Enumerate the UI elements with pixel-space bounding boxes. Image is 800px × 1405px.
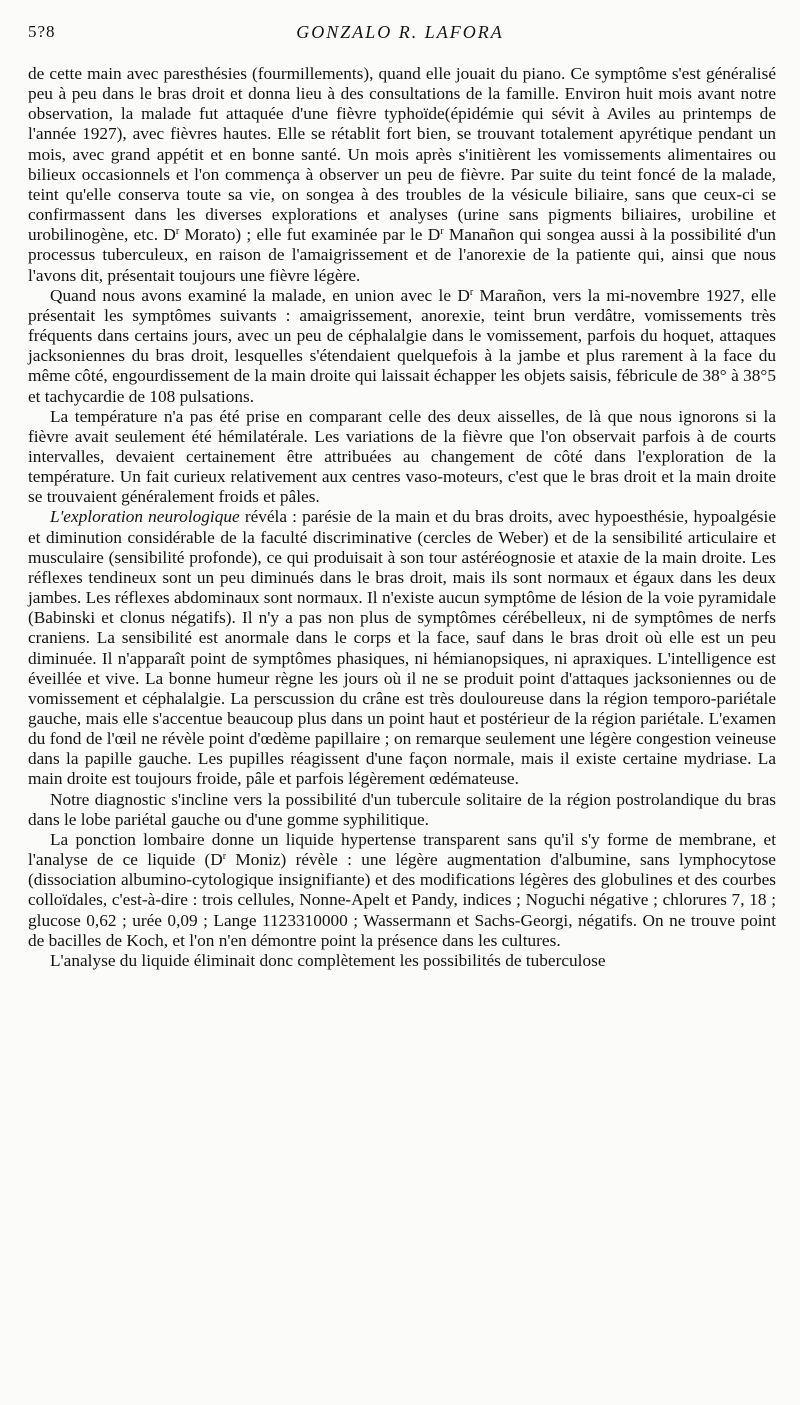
paragraph-analysis: L'analyse du liquide éliminait donc complètement les possibilités de tuberculose bbox=[50, 950, 606, 970]
paragraph-diagnosis: Notre diagnostic s'incline vers la possibilité d'un tubercule solitaire de la région postrolandique du bras dans le lobe pariétal gauche ou d'une gomme syphilitique. bbox=[28, 789, 776, 829]
paragraph-lumbar-puncture bbox=[28, 830, 776, 951]
paragraph-2-text-b: Marañon, vers la mi-novembre 1927, elle présentait les symptômes suivants : amaigrissement, anorexie, teint brun verdâtre, vomissements très fréquents dans certains jours, avec un peu de céphalalgie dans le vomissement, parfois du hoquet, attaques jacksoniennes du bras droit, lesquelles s'étendaient quelquefois à la jambe et plus rarement à la face du même côté, engourdissement de la main droite qui laissait échapper les objets saisis, fébricule de 38° à 38°5 et tachycardie de 108 pulsations. bbox=[28, 285, 777, 406]
italic-heading: L'exploration neurologique bbox=[50, 507, 240, 527]
doctor-abbrev-sup: r bbox=[175, 226, 180, 238]
running-title: GONZALO R. LAFORA bbox=[296, 22, 504, 42]
paragraph-symptoms bbox=[28, 286, 776, 407]
paragraph-1-text: de cette main avec paresthésies (fourmillements), quand elle jouait du piano. Ce symptôme s'est généralisé peu à peu dans le bras droit et donna lieu à des consultations de la famille. Environ huit mois avant notre observation, la malade fut attaquée d'une fièvre typhoïde(épidémie qui sévit à Aviles au printemps de l'année 1927), avec fièvres hautes. Elle se rétablit fort bien, se trouvant totalement apyrétique pendant un mois, avec grand appétit et en bonne santé. Un mois après s'initièrent les vomissements alimentaires ou bilieux occasionnels et l'on commença à observer un peu de fièvre. Par suite du teint foncé de la malade, teint qu'elle conserva toute sa vie, on songea à des troubles de la vésicule biliaire, sans que ceux-ci se confirmassent dans les diverses explorations et analyses (urine sans pigments biliaires, urobiline et urobilinogène, etc. D bbox=[28, 64, 776, 245]
doctor-abbrev-sup: r bbox=[222, 851, 227, 863]
paragraph-4-text: révéla : parésie de la main et du bras droits, avec hypoesthésie, hypoalgésie et diminution considérable de la faculté discriminative (cercles de Weber) et de la sensibilité articulaire et musculaire (sensibilité profonde), ce qui produisait à son tour astéréognosie et ataxie de la main droite. Les réflexes tendineux sont un peu diminués dans le bras droit, mais ils sont normaux et égaux dans les deux jambes. Les réflexes abdominaux sont normaux. Il n'existe aucun symptôme de lésion de la voie pyramidale (Babinski et clonus négatifs). Il n'y a pas non plus de symptômes cérébelleux, ni de symptômes de nerfs craniens. La sensibilité est anormale dans le corps et la face, sauf dans le bras droit où elle est un peu diminuée. Il n'apparaît point de symptômes phasiques, ni hémianopsiques, ni apraxiques. L'intelligence est éveillée et vive. La bonne humeur règne les jours où il ne se produit point d'attaques jacksoniennes ou de vomissement et céphalalgie. La perscussion du crâne est très douloureuse dans la région temporo-pariétale gauche, mais elle s'accentue beaucoup plus dans un point haut et postérieur de la région pariétale. L'examen du fond de l'œil ne révèle point d'œdème papillaire ; on remarque seulement une légère congestion veineuse dans la papille gauche. Les pupilles réagissent d'une façon normale, mais il existe certaine mydriase. La main droite est toujours froide, pâle et parfois légèrement œdémateuse. bbox=[28, 507, 777, 789]
body-text bbox=[28, 64, 776, 971]
page-header bbox=[28, 22, 772, 52]
paragraph-1-text-c: Manañon qui songea aussi à la possibilité d'un processus tuberculeux, en raison de l'amaigrissement et de l'anorexie de la patiente qui, ainsi que nous l'avons dit, présentait toujours une fièvre légère. bbox=[28, 225, 776, 285]
paragraph-2-text: Quand nous avons examiné la malade, en union avec le D bbox=[50, 285, 470, 305]
paragraph-temperature: La température n'a pas été prise en comparant celle des deux aisselles, de là que nous ignorons si la fièvre avait seulement été hémilatérale. Les variations de la fièvre que l'on observait parfois à de courts intervalles, devaient certainement être attribuées au changement de côté dans l'exploration de la température. Un fait curieux relativement aux centres vaso-moteurs, c'est que le bras droit et la main droite se trouvaient généralement froids et pâles. bbox=[28, 406, 776, 507]
page-number: 5?8 bbox=[28, 22, 56, 41]
paragraph-continuation bbox=[28, 64, 776, 286]
doctor-abbrev-sup: r bbox=[469, 286, 474, 298]
paragraph-6-text: La ponction lombaire donne un liquide hypertense transparent sans qu'il s'y forme de membrane, et l'analyse de ce liquide (D bbox=[28, 829, 776, 870]
paragraph-6-text-b: Moniz) révèle : une légère augmentation d'albumine, sans lymphocytose (dissociation albumino-cytologique insignifiante) et des modifications légères des globulines et des courbes colloïdales, c'est-à-dire : trois cellules, Nonne-Apelt et Pandy, indices ; Noguchi négative ; chlorures 7, 18 ; glucose 0,62 ; urée 0,09 ; Lange 1123310000 ; Wassermann et Sachs-Georgi, négatifs. On ne trouve point de bacilles de Koch, et l'on n'en démontre point la présence dans les cultures. bbox=[28, 850, 776, 950]
paragraph-neurological bbox=[28, 507, 776, 789]
paragraph-1-text-b: Morato) ; elle fut examinée par le D bbox=[179, 225, 441, 245]
doctor-abbrev-sup: r bbox=[440, 226, 444, 238]
